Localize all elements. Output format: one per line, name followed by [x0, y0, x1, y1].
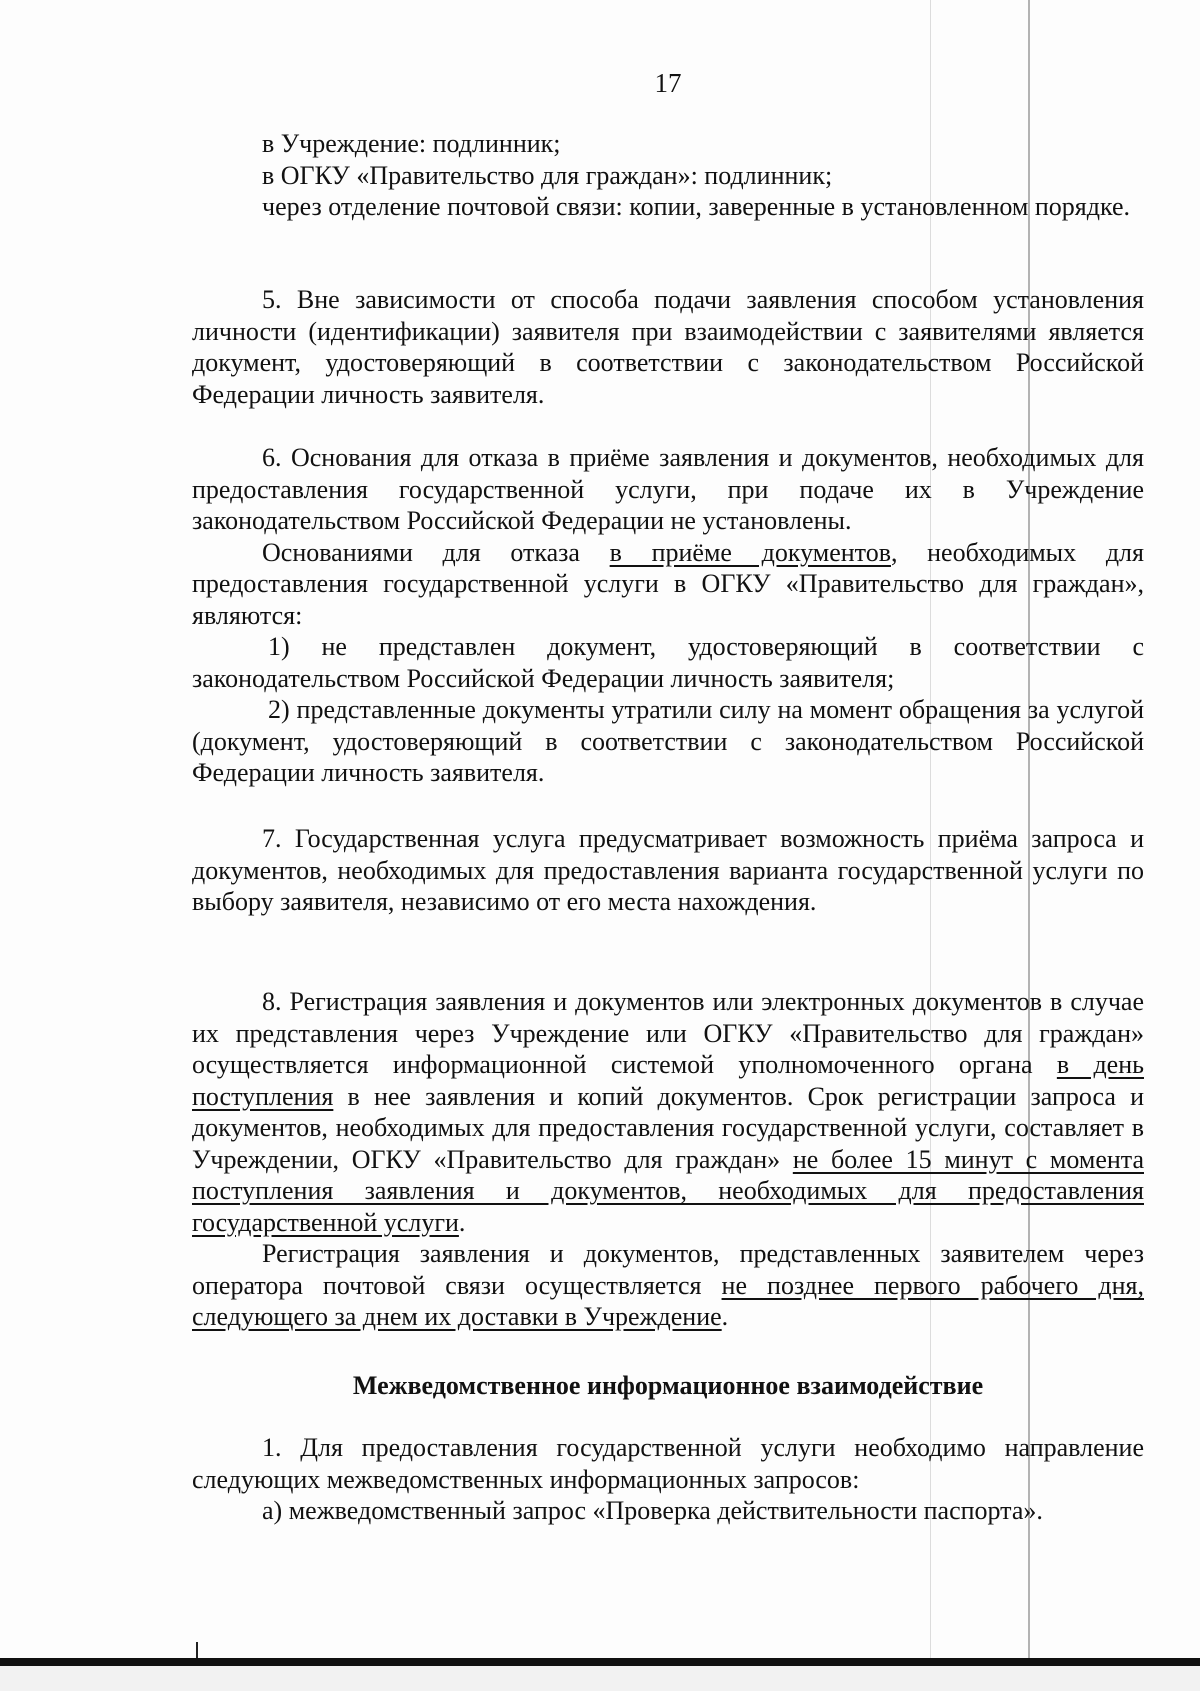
paragraph: в ОГКУ «Правительство для граждан»: подлинник; [262, 160, 833, 190]
submission-copies-block [192, 128, 1144, 223]
text-run: 8. Регистрация заявления и документов или электронных документов в случае их представления через Учреждение или ОГКУ «Правительство для граждан» осуществляется информационной системой уполномоченного органа [192, 987, 1144, 1079]
paragraph: 7. Государственная услуга предусматривает возможность приёма запроса и документов, необходимых для предоставления варианта государственной услуги по выбору заявителя, независимо от его места нахождения. [192, 824, 1144, 916]
section-8 [192, 986, 1144, 1333]
interdepartmental-item-1 [192, 1432, 1144, 1527]
underlined-text: в день поступления [192, 1050, 1144, 1111]
scan-artifact-border [0, 1666, 1200, 1691]
interdepartmental-section [192, 1370, 1144, 1402]
text-run: в нее заявления и копий документов. Срок регистрации запроса и документов, необходимых для предоставления государственной услуги, составляет в Учреждении, ОГКУ «Правительство для граждан» [192, 1081, 1144, 1174]
list-item: 2) представленные документы утратили силу на момент обращения за услугой (документ, удостоверяющий в соответствии с законодательством Российской Федерации личность заявителя. [192, 695, 1144, 787]
text-run: . [721, 1302, 729, 1331]
text-run: Основаниями для отказа [262, 537, 610, 567]
text-run: . [458, 1207, 466, 1237]
list-item: а) межведомственный запрос «Проверка действительности паспорта». [262, 1496, 1043, 1525]
section-5 [192, 284, 1144, 410]
underlined-text: не более 15 минут с момента поступления заявления и документов, необходимых для предоставления государственной услуги [192, 1144, 1144, 1237]
paragraph: 1. Для предоставления государственной услуги необходимо направление следующих межведомственных информационных запросов: [192, 1433, 1144, 1494]
section-6 [192, 442, 1144, 789]
paragraph: в Учреждение: подлинник; [262, 129, 561, 158]
paragraph [192, 986, 1144, 1238]
paragraph [192, 1238, 1144, 1333]
paragraph: 6. Основания для отказа в приёме заявления и документов, необходимых для предоставления государственной услуги, при подаче их в Учреждение законодательством Российской Федерации не установлены. [192, 443, 1144, 535]
paragraph: через отделение почтовой связи: копии, заверенные в установленном порядке. [262, 192, 1130, 221]
paragraph [192, 537, 1144, 632]
section-heading: Межведомственное информационное взаимодействие [352, 1371, 984, 1400]
list-item: 1) не представлен документ, удостоверяющий в соответствии с законодательством Российской Федерации личность заявителя; [192, 632, 1144, 693]
text-run: Регистрация заявления и документов, представленных заявителем через оператора почтовой связи осуществляется [192, 1239, 1144, 1300]
paragraph: 5. Вне зависимости от способа подачи заявления способом установления личности (идентификации) заявителя при взаимодействии с заявителями является документ, удостоверяющий в соответствии с законодательством Российской Федерации личность заявителя. [192, 285, 1144, 409]
scan-artifact-border [0, 1658, 1200, 1666]
page-number: 17 [654, 68, 682, 98]
text-run: , необходимых для предоставления государственной услуги в ОГКУ «Правительство для граждан», являются: [192, 537, 1144, 630]
underlined-text: в приёме документов [609, 537, 891, 567]
section-7 [192, 823, 1144, 918]
underlined-text: не позднее первого рабочего дня, следующего за днем их доставки в Учреждение [192, 1270, 1144, 1331]
